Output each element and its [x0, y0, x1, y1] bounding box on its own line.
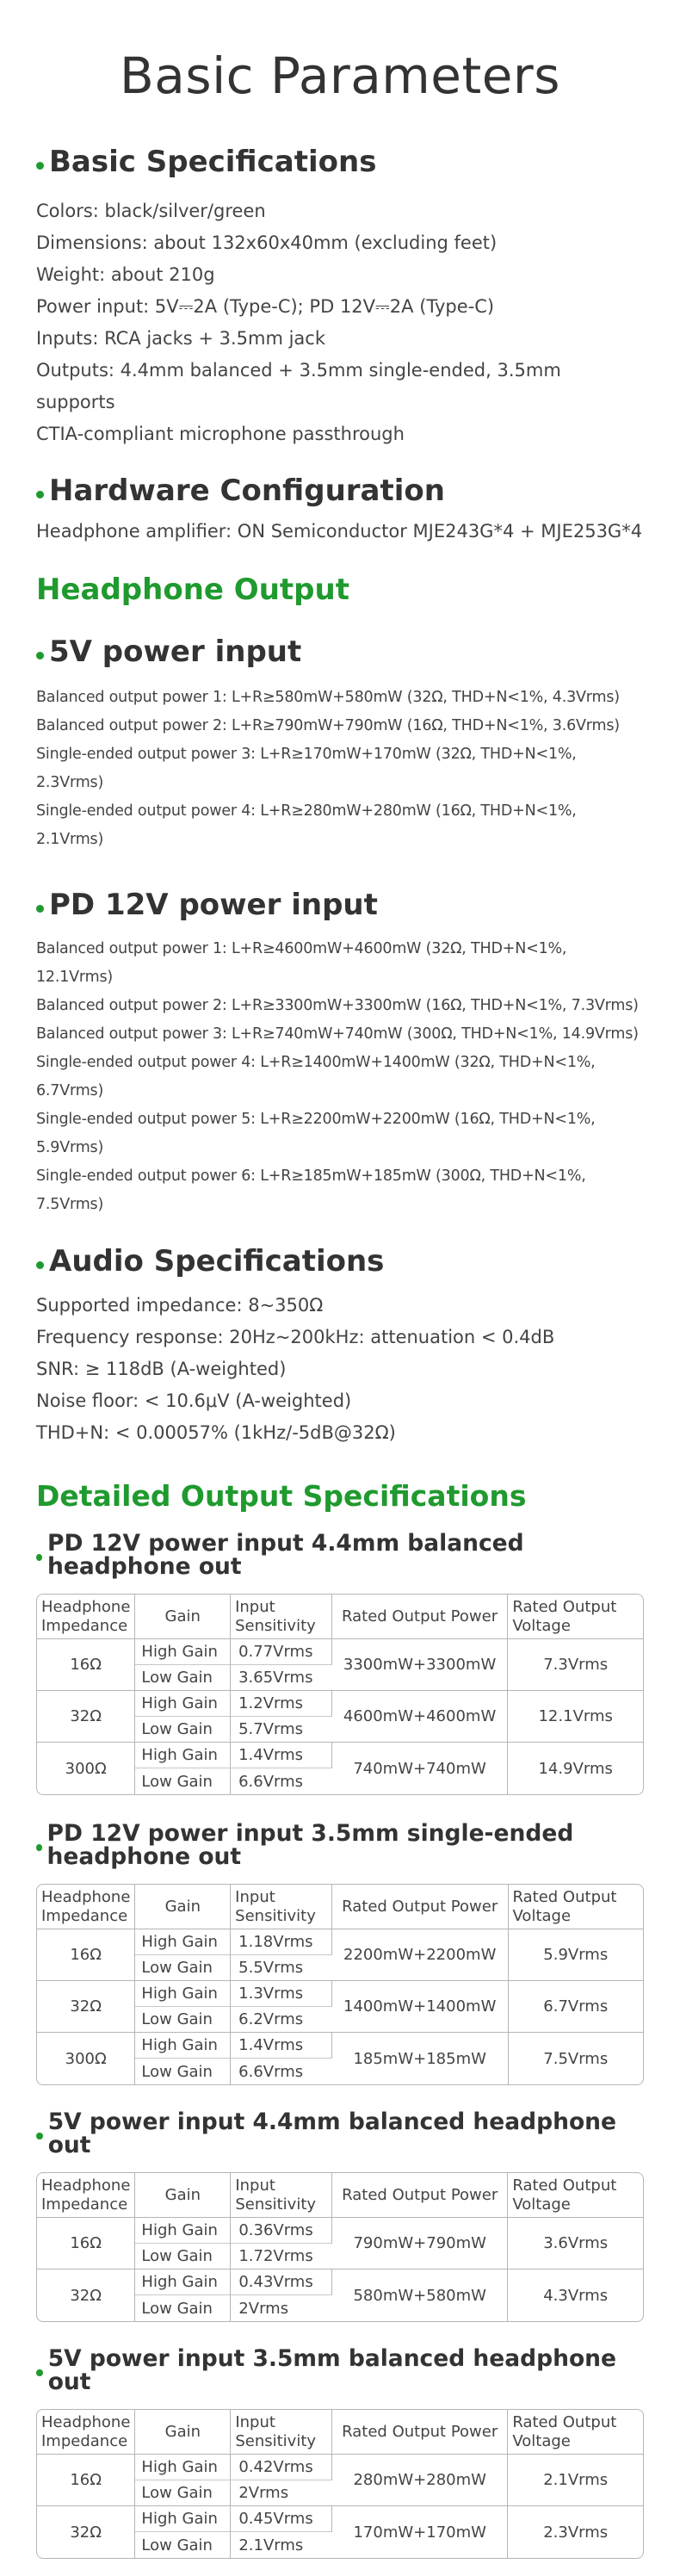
spec-line: Balanced output power 2: L+R≥3300mW+3300mW (16Ω, THD+N<1%, 7.3Vrms) — [36, 997, 639, 1014]
impedance-cell: 300Ω — [37, 1743, 135, 1794]
pd12v-heading: PD 12V power input — [36, 890, 644, 920]
output-spec-table — [36, 2172, 644, 2322]
sensitivity-cell: 0.43Vrms — [231, 2269, 332, 2295]
table-row — [37, 2506, 643, 2532]
column-header-gain: Gain — [135, 2173, 231, 2218]
spec-line: Inputs: RCA jacks + 3.5mm jack — [36, 328, 326, 349]
gain-cell: Low Gain — [135, 1665, 231, 1691]
bullet-dot-icon — [36, 1554, 42, 1561]
power-cell: 580mW+580mW — [332, 2269, 508, 2321]
page-title: Basic Parameters — [120, 46, 560, 105]
sensitivity-cell: 1.18Vrms — [231, 1929, 332, 1955]
sensitivity-cell: 1.3Vrms — [231, 1981, 332, 2007]
power-cell: 3300mW+3300mW — [332, 1639, 509, 1691]
column-header-sensitivity: Input Sensitivity — [231, 2173, 332, 2218]
spec-line: Balanced output power 2: L+R≥790mW+790mW (16Ω, THD+N<1%, 3.6Vrms) — [36, 717, 620, 734]
spec-line: Frequency response: 20Hz~200kHz: attenuation < 0.4dB — [36, 1327, 555, 1347]
impedance-cell: 32Ω — [37, 1691, 135, 1743]
power-cell: 740mW+740mW — [332, 1743, 509, 1794]
basic-specs-heading: Basic Specifications — [36, 147, 644, 176]
sensitivity-cell: 0.42Vrms — [231, 2455, 332, 2480]
output-table-block — [36, 1530, 644, 1795]
table-row — [37, 2218, 643, 2244]
bullet-dot-icon — [36, 1261, 44, 1269]
gain-cell: High Gain — [135, 2033, 231, 2059]
bullet-dot-icon — [36, 2133, 43, 2139]
output-table-block — [36, 1820, 644, 2085]
sensitivity-cell: 2Vrms — [231, 2480, 332, 2506]
column-header-sensitivity: Input Sensitivity — [231, 1885, 332, 1929]
impedance-cell: 16Ω — [37, 2455, 135, 2506]
five-v-block — [36, 637, 644, 854]
spec-line: THD+N: < 0.00057% (1kHz/-5dB@32Ω) — [36, 1422, 396, 1443]
five-v-list — [36, 684, 644, 854]
table-header-row — [37, 1595, 643, 1639]
bullet-dot-icon — [36, 491, 44, 498]
gain-cell: High Gain — [135, 2455, 231, 2480]
column-header-sensitivity: Input Sensitivity — [231, 2410, 332, 2455]
voltage-cell: 5.9Vrms — [509, 1929, 643, 1981]
sensitivity-cell: 0.36Vrms — [231, 2218, 332, 2244]
headphone-output-section — [36, 575, 644, 1219]
voltage-cell: 3.6Vrms — [508, 2218, 643, 2269]
bullet-dot-icon — [36, 2369, 43, 2376]
gain-cell: Low Gain — [135, 1717, 231, 1743]
gain-cell: Low Gain — [135, 2532, 231, 2558]
spec-line: Balanced output power 3: L+R≥740mW+740mW (300Ω, THD+N<1%, 14.9Vrms) — [36, 1025, 639, 1043]
column-header-impedance: Headphone Impedance — [37, 1595, 135, 1639]
spec-line: Power input: 5V⎓2A (Type-C); PD 12V⎓2A (Type-C) — [36, 296, 495, 317]
output-table-title: 5V power input 4.4mm balanced headphone out — [36, 2111, 644, 2157]
impedance-cell: 300Ω — [37, 2033, 135, 2084]
hardware-heading: Hardware Configuration — [36, 476, 644, 505]
impedance-cell: 16Ω — [37, 2218, 135, 2269]
pd12v-block — [36, 890, 644, 1219]
sensitivity-cell: 5.7Vrms — [231, 1717, 332, 1743]
voltage-cell: 2.3Vrms — [543, 2523, 609, 2542]
column-header-gain: Gain — [135, 1595, 231, 1639]
column-header-sensitivity: Input Sensitivity — [231, 1595, 332, 1639]
headphone-output-heading: Headphone Output — [36, 573, 349, 607]
bullet-dot-icon — [36, 652, 44, 659]
table-row — [37, 1929, 643, 1955]
table-row — [37, 2033, 643, 2059]
spec-line: Single-ended output power 3: L+R≥170mW+170mW (32Ω, THD+N<1%, 2.3Vrms) — [36, 746, 577, 791]
spec-line: Noise floor: < 10.6μV (A-weighted) — [36, 1390, 352, 1411]
gain-cell: High Gain — [135, 1691, 231, 1717]
impedance-cell: 32Ω — [37, 1981, 135, 2033]
column-header-impedance: Headphone Impedance — [37, 2173, 135, 2218]
spec-line: Weight: about 210g — [36, 264, 215, 285]
audio-specs-section — [36, 1244, 644, 1449]
detailed-heading: Detailed Output Specifications — [36, 1479, 527, 1513]
sensitivity-cell: 1.4Vrms — [231, 1743, 332, 1768]
output-spec-table — [36, 2409, 644, 2559]
voltage-cell: 14.9Vrms — [538, 1759, 613, 1778]
column-header-gain: Gain — [135, 2410, 231, 2455]
hardware-section — [36, 476, 644, 548]
table-row — [37, 1691, 643, 1717]
power-cell: 790mW+790mW — [332, 2218, 508, 2269]
five-v-heading: 5V power input — [36, 637, 644, 666]
gain-cell: High Gain — [135, 1981, 231, 2007]
power-cell: 1400mW+1400mW — [332, 1981, 509, 2033]
output-table-title: PD 12V power input 4.4mm balanced headphone out — [36, 1533, 644, 1578]
impedance-cell: 16Ω — [37, 1639, 135, 1691]
power-cell: 4600mW+4600mW — [332, 1691, 509, 1743]
sensitivity-cell: 5.5Vrms — [231, 1955, 332, 1981]
column-header-power: Rated Output Power — [332, 1595, 509, 1639]
gain-cell: High Gain — [135, 2218, 231, 2244]
gain-cell: Low Gain — [135, 2295, 231, 2321]
table-row — [37, 1743, 643, 1768]
table-header-row — [37, 2173, 643, 2218]
spec-line: Balanced output power 1: L+R≥4600mW+4600mW (32Ω, THD+N<1%, 12.1Vrms) — [36, 940, 567, 986]
impedance-cell: 32Ω — [37, 2269, 135, 2321]
sensitivity-cell: 1.72Vrms — [231, 2244, 332, 2269]
table-header-row — [37, 1885, 643, 1929]
sensitivity-cell: 6.6Vrms — [238, 2062, 304, 2081]
table-header-row — [37, 2410, 643, 2455]
basic-specs-section — [36, 147, 644, 450]
basic-specs-list — [36, 195, 644, 450]
audio-specs-heading: Audio Specifications — [36, 1247, 644, 1276]
column-header-impedance: Headphone Impedance — [37, 2410, 135, 2455]
gain-cell: Low Gain — [135, 1768, 231, 1794]
pd12v-list — [36, 935, 644, 1219]
sensitivity-cell: 2.1Vrms — [238, 2536, 304, 2554]
column-header-voltage: Rated Output Voltage — [508, 1595, 643, 1639]
power-cell: 2200mW+2200mW — [332, 1929, 509, 1981]
detailed-tables — [36, 1530, 644, 2559]
gain-cell: High Gain — [135, 1929, 231, 1955]
spec-line: Balanced output power 1: L+R≥580mW+580mW (32Ω, THD+N<1%, 4.3Vrms) — [36, 689, 620, 706]
column-header-voltage: Rated Output Voltage — [508, 2410, 643, 2455]
power-cell: 170mW+170mW — [332, 2506, 508, 2558]
bullet-dot-icon — [36, 905, 44, 913]
gain-cell: High Gain — [135, 2269, 231, 2295]
column-header-gain: Gain — [135, 1885, 231, 1929]
table-row — [37, 2269, 643, 2295]
voltage-cell: 4.3Vrms — [543, 2286, 609, 2305]
impedance-cell: 16Ω — [37, 1929, 135, 1981]
spec-line: Supported impedance: 8~350Ω — [36, 1295, 324, 1316]
sensitivity-cell: 2Vrms — [238, 2299, 289, 2318]
gain-cell: High Gain — [135, 2506, 231, 2532]
table-row — [37, 2455, 643, 2480]
column-header-voltage: Rated Output Voltage — [508, 2173, 643, 2218]
power-cell: 185mW+185mW — [332, 2033, 509, 2084]
sensitivity-cell: 0.77Vrms — [231, 1639, 332, 1665]
output-table-title: PD 12V power input 3.5mm single-ended headphone out — [36, 1823, 644, 1868]
sensitivity-cell: 3.65Vrms — [231, 1665, 332, 1691]
sensitivity-cell: 1.4Vrms — [231, 2033, 332, 2059]
sensitivity-cell: 1.2Vrms — [231, 1691, 332, 1717]
spec-line: CTIA-compliant microphone passthrough — [36, 424, 405, 444]
spec-line: Colors: black/silver/green — [36, 201, 266, 221]
spec-line: Outputs: 4.4mm balanced + 3.5mm single-ended, 3.5mm supports — [36, 360, 561, 412]
output-spec-table — [36, 1594, 644, 1795]
table-row — [37, 1981, 643, 2007]
gain-cell: Low Gain — [135, 2007, 231, 2033]
sensitivity-cell: 0.45Vrms — [231, 2506, 332, 2532]
bullet-dot-icon — [36, 1844, 42, 1851]
bullet-dot-icon — [36, 162, 44, 170]
gain-cell: Low Gain — [135, 1955, 231, 1981]
spec-line: Single-ended output power 4: L+R≥280mW+280mW (16Ω, THD+N<1%, 2.1Vrms) — [36, 802, 577, 848]
column-header-power: Rated Output Power — [332, 2173, 508, 2218]
voltage-cell: 7.5Vrms — [543, 2049, 609, 2068]
spec-line: Single-ended output power 6: L+R≥185mW+185mW (300Ω, THD+N<1%, 7.5Vrms) — [36, 1167, 586, 1213]
column-header-impedance: Headphone Impedance — [37, 1885, 135, 1929]
output-table-title: 5V power input 3.5mm balanced headphone out — [36, 2348, 644, 2393]
voltage-cell: 12.1Vrms — [508, 1691, 643, 1743]
output-table-block — [36, 2345, 644, 2559]
output-table-block — [36, 2108, 644, 2322]
hardware-list — [36, 516, 644, 548]
spec-line: Single-ended output power 5: L+R≥2200mW+2200mW (16Ω, THD+N<1%, 5.9Vrms) — [36, 1111, 596, 1156]
voltage-cell: 6.7Vrms — [509, 1981, 643, 2033]
column-header-voltage: Rated Output Voltage — [509, 1885, 643, 1929]
sensitivity-cell: 6.6Vrms — [238, 1772, 304, 1791]
column-header-power: Rated Output Power — [332, 2410, 508, 2455]
gain-cell: Low Gain — [135, 2244, 231, 2269]
column-header-power: Rated Output Power — [332, 1885, 509, 1929]
voltage-cell: 2.1Vrms — [508, 2455, 643, 2506]
sensitivity-cell: 6.2Vrms — [231, 2007, 332, 2033]
gain-cell: High Gain — [135, 1639, 231, 1665]
power-cell: 280mW+280mW — [332, 2455, 508, 2506]
audio-specs-list — [36, 1290, 644, 1449]
gain-cell: High Gain — [135, 1743, 231, 1768]
voltage-cell: 7.3Vrms — [508, 1639, 643, 1691]
impedance-cell: 32Ω — [37, 2506, 135, 2558]
detailed-section — [36, 1479, 644, 2559]
spec-line: Dimensions: about 132x60x40mm (excluding feet) — [36, 232, 498, 253]
spec-line: Single-ended output power 4: L+R≥1400mW+1400mW (32Ω, THD+N<1%, 6.7Vrms) — [36, 1054, 596, 1099]
output-spec-table — [36, 1884, 644, 2085]
table-row — [37, 1639, 643, 1665]
gain-cell: Low Gain — [135, 2059, 231, 2084]
spec-line: Headphone amplifier: ON Semiconductor MJE243G*4 + MJE253G*4 — [36, 521, 643, 542]
spec-line: SNR: ≥ 118dB (A-weighted) — [36, 1359, 287, 1379]
gain-cell: Low Gain — [135, 2480, 231, 2506]
